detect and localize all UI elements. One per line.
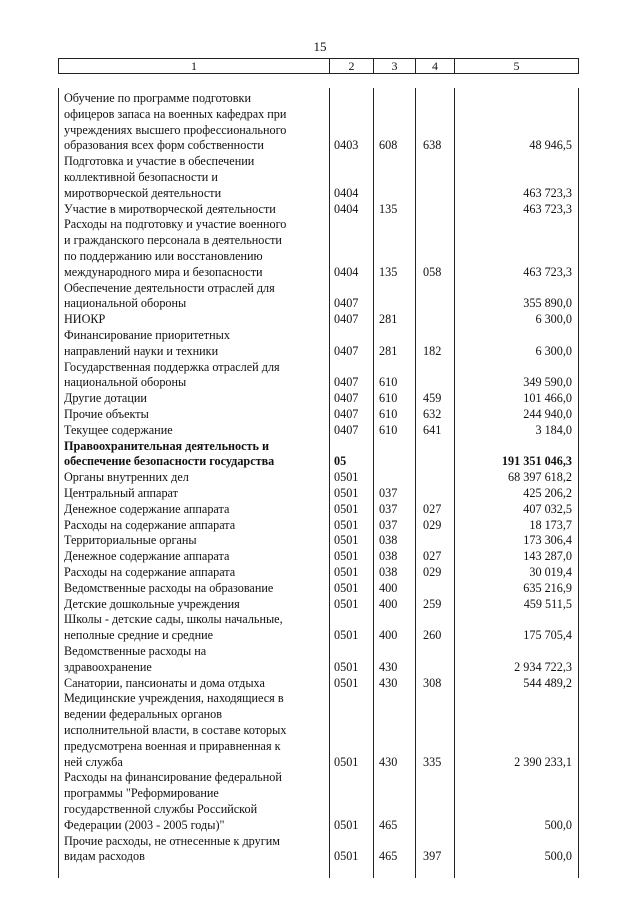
description-line: исполнительной власти, в составе которых [64,722,287,737]
description-line: Расходы на содержание аппарата [64,565,236,579]
description-line: Обучение по программе подготовки [64,91,251,105]
amount: 425 206,2 [523,486,572,500]
section-code: 0407 [334,312,359,327]
amount: 143 287,0 [523,549,572,564]
row-description [64,834,326,866]
amount: 30 019,4 [529,565,572,579]
amount: 544 489,2 [523,675,572,690]
row-description [64,391,326,407]
row-description [64,770,326,833]
section-code: 0407 [334,422,359,437]
table-row [59,154,580,201]
expense-code: 027 [423,549,442,564]
description-line: Другие дотации [64,391,147,406]
section-code: 0501 [334,533,359,548]
section-code: 0501 [334,754,359,769]
expense-code: 459 [423,391,442,406]
description-line: Расходы на финансирование федеральной [64,770,282,785]
expense-code: 029 [423,517,442,532]
row-description [64,581,326,597]
table-row [59,597,580,613]
section-code: 05 [334,454,347,469]
expense-code: 632 [423,407,442,421]
table-row [59,439,580,471]
section-code: 0404 [334,264,359,279]
description-line: Территориальные органы [64,533,197,548]
target-code: 038 [379,565,398,579]
description-line: учреждениях высшего профессионального [64,122,287,137]
expense-code: 029 [423,565,442,579]
expense-code: 638 [423,138,442,153]
target-code: 610 [379,407,398,421]
target-code: 135 [379,201,398,216]
amount: 175 705,4 [523,628,572,643]
header-col-4: 4 [416,59,455,73]
description-line: Центральный аппарат [64,486,178,500]
description-line: Текущее содержание [64,422,173,437]
expense-code: 027 [423,501,442,516]
description-line: Органы внутренних дел [64,470,189,485]
table-row [59,770,580,833]
description-line: Федерации (2003 - 2005 годы)" [64,817,225,832]
target-code: 038 [379,549,398,564]
amount: 68 397 618,2 [508,470,572,485]
header-col-5: 5 [513,59,520,73]
description-line: Прочие расходы, не отнесенные к другим [64,833,280,848]
row-description [64,644,326,676]
target-code: 400 [379,580,398,595]
amount: 2 390 233,1 [514,754,572,769]
target-code: 608 [379,138,398,153]
description-line: образования всех форм собственности [64,138,264,153]
table-row [59,217,580,280]
table-row [59,312,580,328]
description-line: ведении федеральных органов [64,707,222,722]
target-code: 430 [379,754,398,769]
description-line: и гражданского персонала в деятельности [64,233,282,248]
row-description [64,549,326,565]
amount: 407 032,5 [523,501,572,516]
description-line: здравоохранение [64,659,152,674]
expense-code: 259 [423,596,442,611]
table-row [59,834,580,866]
description-line: Расходы на подготовку и участие военного [64,217,287,232]
expense-code: 335 [423,754,442,769]
row-description [64,154,326,201]
amount: 6 300,0 [535,343,572,358]
description-line: Прочие объекты [64,407,149,421]
row-description [64,423,326,439]
row-description [64,328,326,360]
target-code: 610 [379,391,398,406]
description-line: Финансирование приоритетных [64,328,230,342]
target-code: 135 [379,264,398,279]
description-line: Правоохранительная деятельность и [64,438,270,453]
header-col-3: 3 [374,59,416,73]
target-code: 037 [379,501,398,516]
amount: 355 890,0 [523,296,572,311]
description-line: Школы - детские сады, школы начальные, [64,612,283,627]
row-description [64,202,326,218]
description-line: офицеров запаса на военных кафедрах при [64,106,287,121]
amount: 18 173,7 [529,517,572,532]
description-line: обеспечение безопасности государства [64,454,275,469]
section-code: 0501 [334,628,359,643]
table-row [59,691,580,770]
section-code: 0403 [334,138,359,153]
description-line: национальной обороны [64,375,187,390]
row-description [64,518,326,534]
section-code: 0407 [334,375,359,390]
table-row [59,360,580,392]
section-code: 0501 [334,565,359,579]
target-code: 400 [379,628,398,643]
row-description [64,533,326,549]
target-code: 038 [379,533,398,548]
row-description [64,612,326,644]
expense-code: 308 [423,675,442,690]
description-line: Денежное содержание аппарата [64,549,230,564]
section-code: 0501 [334,501,359,516]
amount: 6 300,0 [535,312,572,327]
amount: 459 511,5 [523,596,572,611]
description-line: видам расходов [64,849,145,864]
row-description [64,91,326,154]
target-code: 281 [379,312,398,327]
section-code: 0407 [334,296,359,311]
section-code: 0501 [334,486,359,500]
target-code: 610 [379,375,398,390]
target-code: 610 [379,422,398,437]
target-code: 037 [379,517,398,532]
section-code: 0501 [334,580,359,595]
amount: 191 351 046,3 [501,454,572,469]
target-code: 400 [379,596,398,611]
description-line: национальной обороны [64,296,187,311]
target-code: 430 [379,675,398,690]
row-description [64,439,326,471]
section-code: 0501 [334,517,359,532]
budget-table [58,88,579,878]
description-line: Ведомственные расходы на [64,644,207,658]
row-description [64,502,326,518]
expense-code: 641 [423,422,442,437]
table-row [59,202,580,218]
description-line: НИОКР [64,312,106,327]
section-code: 0501 [334,849,359,864]
description-line: Подготовка и участие в обеспечении [64,154,255,169]
table-row [59,518,580,534]
description-line: неполные средние и средние [64,628,214,643]
description-line: Ведомственные расходы на образование [64,580,274,595]
table-row [59,281,580,313]
row-description [64,676,326,692]
row-description [64,565,326,581]
section-code: 0501 [334,549,359,564]
target-code: 037 [379,486,398,500]
section-code: 0404 [334,201,359,216]
description-line: Участие в миротворческой деятельности [64,201,276,216]
target-code: 281 [379,343,398,358]
section-code: 0501 [334,596,359,611]
table-row [59,407,580,423]
amount: 48 946,5 [529,138,572,153]
description-line: Расходы на содержание аппарата [64,517,236,532]
amount: 101 466,0 [523,391,572,406]
table-row [59,549,580,565]
description-line: Денежное содержание аппарата [64,501,230,516]
target-code: 430 [379,659,398,674]
amount: 173 306,4 [523,533,572,548]
row-description [64,597,326,613]
description-line: ней служба [64,754,123,769]
amount: 2 934 722,3 [514,659,572,674]
row-description [64,281,326,313]
row-description [64,312,326,328]
row-description [64,470,326,486]
expense-code: 182 [423,343,442,358]
amount: 463 723,3 [523,264,572,279]
table-row [59,328,580,360]
table-row [59,676,580,692]
section-code: 0407 [334,343,359,358]
section-code: 0501 [334,675,359,690]
table-row [59,581,580,597]
description-line: Обеспечение деятельности отраслей для [64,280,275,295]
description-line: миротворческой деятельности [64,185,222,200]
row-description [64,691,326,770]
amount: 500,0 [544,849,572,864]
section-code: 0501 [334,817,359,832]
table-row [59,91,580,154]
section-code: 0404 [334,185,359,200]
table-row [59,612,580,644]
page-number: 15 [313,39,327,54]
header-col-2: 2 [330,59,374,73]
description-line: Детские дошкольные учреждения [64,596,240,611]
section-code: 0501 [334,659,359,674]
header-col-1: 1 [59,59,330,73]
row-description [64,407,326,423]
description-line: коллективной безопасности и [64,169,218,184]
table-row [59,533,580,549]
expense-code: 260 [423,628,442,643]
target-code: 465 [379,817,398,832]
amount: 3 184,0 [535,422,572,437]
section-code: 0407 [334,407,359,421]
description-line: международного мира и безопасности [64,264,263,279]
amount: 500,0 [544,817,572,832]
expense-code: 397 [423,849,442,864]
table-row [59,391,580,407]
row-description [64,486,326,502]
description-line: Медицинские учреждения, находящиеся в [64,691,284,706]
table-row [59,423,580,439]
amount: 349 590,0 [523,375,572,390]
amount: 244 940,0 [523,407,572,421]
description-line: направлений науки и техники [64,343,219,358]
amount: 635 216,9 [523,580,572,595]
description-line: государственной службы Российской [64,801,258,816]
amount: 463 723,3 [523,185,572,200]
description-line: предусмотрена военная и приравненная к [64,738,281,753]
table-row [59,502,580,518]
section-code: 0501 [334,470,359,485]
amount: 463 723,3 [523,201,572,216]
description-line: программы "Реформирование [64,786,219,801]
description-line: Санатории, пансионаты и дома отдыха [64,675,265,690]
section-code: 0407 [334,391,359,406]
target-code: 465 [379,849,398,864]
description-line: Государственная поддержка отраслей для [64,359,280,374]
description-line: по поддержанию или восстановлению [64,248,263,263]
row-description [64,360,326,392]
table-row [59,486,580,502]
table-row [59,565,580,581]
table-row [59,644,580,676]
table-row [59,470,580,486]
row-description [64,217,326,280]
expense-code: 058 [423,264,442,279]
table-header [58,58,579,74]
